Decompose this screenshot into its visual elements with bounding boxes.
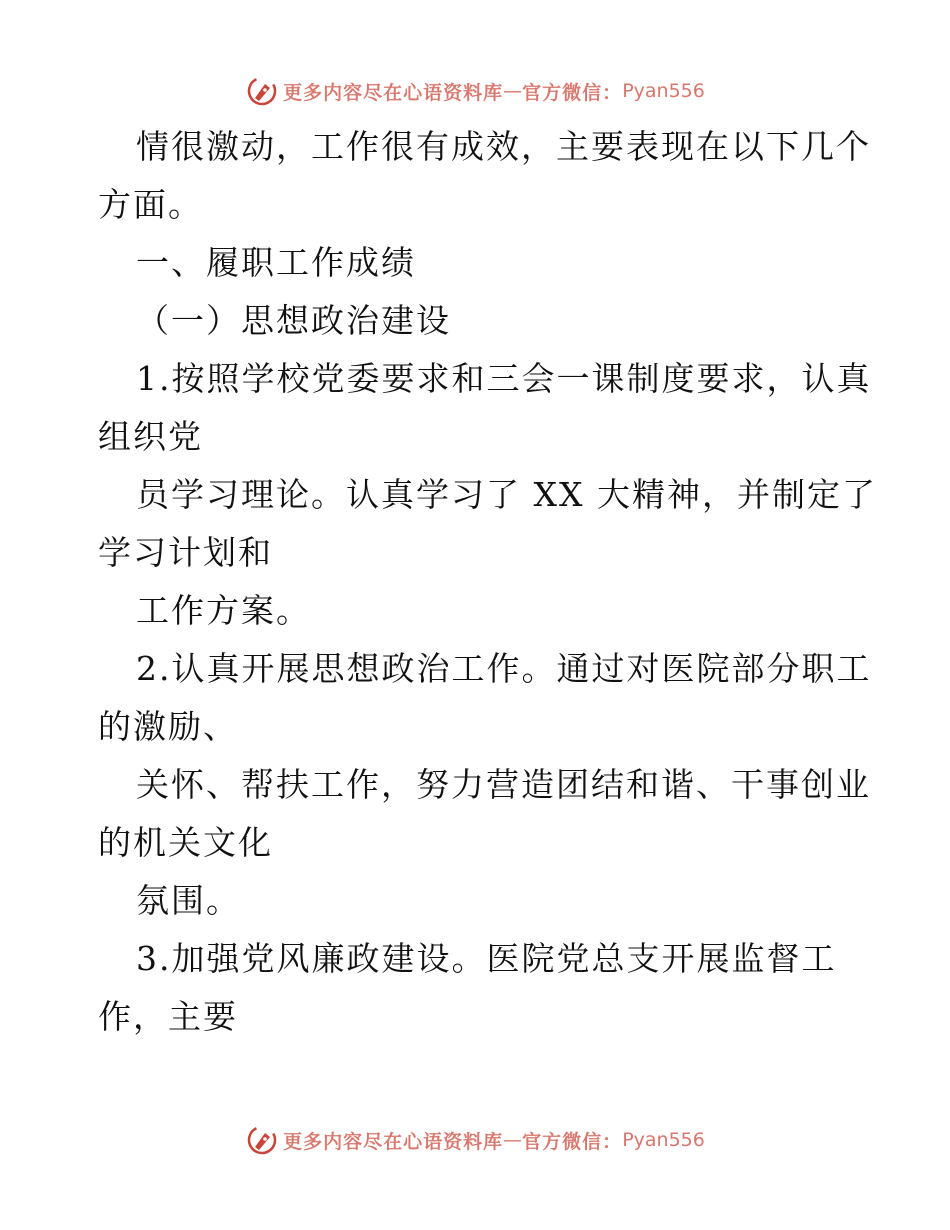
text-line: 3.加强党风廉政建设。医院党总支开展监督工: [136, 939, 837, 978]
text-line: 2.认真开展思想政治工作。通过对医院部分职工: [136, 649, 872, 688]
watermark-separator: —: [503, 80, 523, 102]
text-line: 一、履职工作成绩: [136, 243, 416, 282]
text-line: 员学习理论。认真学习了 XX 大精神，并制定了: [136, 475, 877, 514]
text-line: 学习计划和: [98, 533, 273, 572]
text-line: 氛围。: [136, 881, 241, 920]
text-line: 情很激动，工作很有成效，主要表现在以下几个: [136, 127, 871, 166]
text-line: 作，主要: [98, 997, 238, 1036]
pen-nib-logo-icon: [245, 74, 279, 108]
watermark-site-text: 更多内容尽在心语资料库: [283, 81, 504, 104]
watermark-wechat-id: Pyan556: [622, 1129, 705, 1151]
text-line: 方面。: [98, 185, 203, 224]
pen-nib-logo-icon: [245, 1123, 279, 1157]
watermark-site-text: 更多内容尽在心语资料库: [283, 1130, 504, 1153]
text-line: 关怀、帮扶工作，努力营造团结和谐、干事创业: [136, 765, 871, 804]
text-line: （一）思想政治建设: [136, 301, 451, 340]
footer-watermark: [0, 1120, 950, 1160]
text-line: 的机关文化: [98, 823, 273, 862]
watermark-wechat-label: 官方微信：: [522, 1130, 623, 1153]
watermark-separator: —: [503, 1129, 523, 1151]
text-line: 组织党: [98, 417, 203, 456]
text-line: 的激励、: [98, 707, 238, 746]
document-body: [98, 118, 877, 1046]
watermark-wechat-id: Pyan556: [622, 80, 705, 102]
text-line: 工作方案。: [136, 591, 311, 630]
header-watermark: [0, 71, 950, 111]
text-line: 1.按照学校党委要求和三会一课制度要求，认真: [136, 359, 872, 398]
watermark-wechat-label: 官方微信：: [522, 81, 623, 104]
